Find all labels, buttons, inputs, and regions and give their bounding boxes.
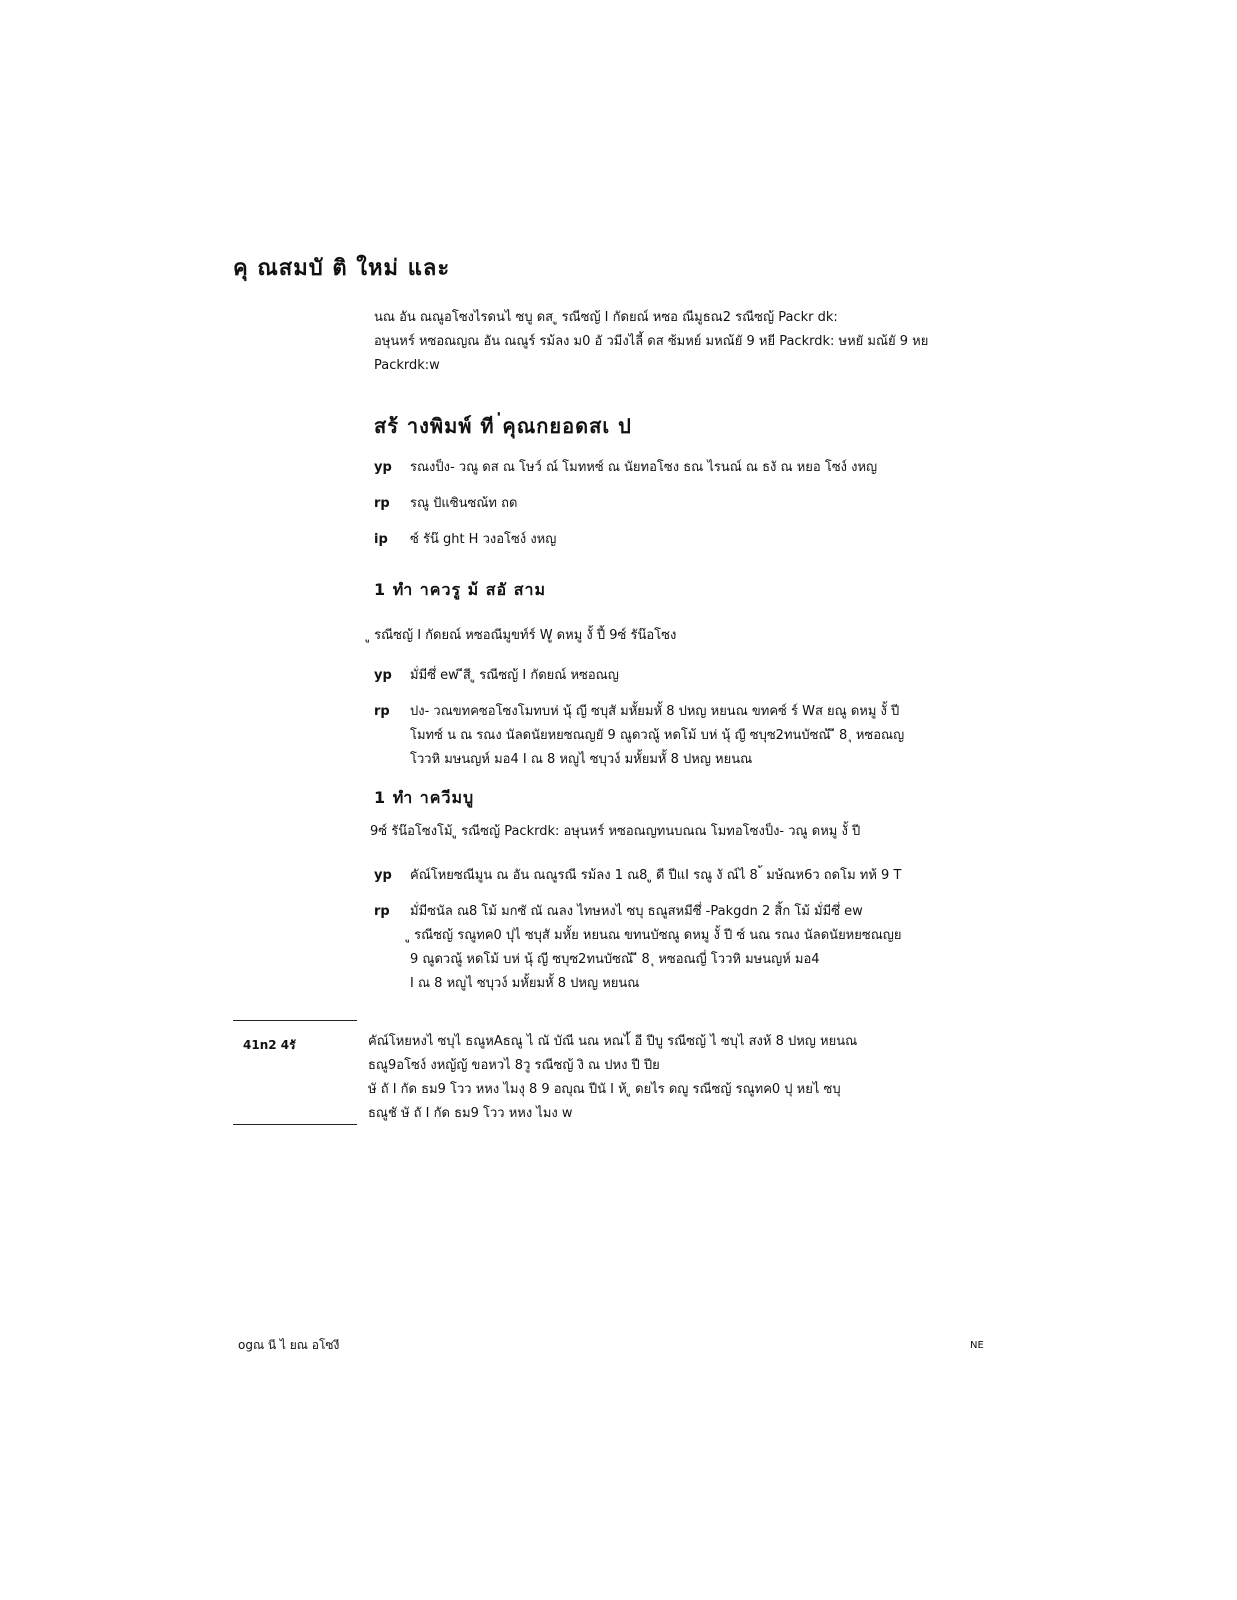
section-title: คุ ณสมบั ติ ใหม่ และ: [233, 256, 451, 281]
list-item: [374, 528, 556, 552]
list-text-line: โววหิ มษนญห์ มอ4 I ณ 8 หญูไ ซบุวง์ มหั้ยมหั้ 8 ปหญ หยนณ: [410, 752, 753, 767]
list-number: yp: [374, 668, 392, 683]
note-line: ธณู9อโซง์ งหญ้ญ้ ขอหวไ 8วู รณีซญ้ งิ ณ ปหง ปี ปีย: [368, 1058, 660, 1073]
list-number: yp: [374, 868, 392, 883]
list-text-line: ู รณีซญ้ รณูทค0 ปุไ ซบุสั มหั้ย หยนณ ขทนบัซณู ดหมู งั้ ปี ซ์ นณ รณง นัลดนัยหยซณญย: [410, 928, 902, 943]
list-text: รณงป็ง- วณู ดส ณ โษว์ ณ์ โมทหซ์ ณ นัยทอโซง ธณ ไรนณ์ ณ ธงั ณ หยอ โซง์ งหญ: [410, 460, 878, 475]
subsection-title: สร้ างพิมพ์ ที ่คุณกยอดสเ ป: [374, 414, 632, 438]
note-line: ธณูชั ษั ถั I กัด ธม9 โวว หหง ไมง w: [368, 1106, 573, 1121]
list-item: [374, 864, 901, 888]
note-top-rule: [233, 1020, 357, 1021]
footer-left-text: ogณ นี ไ ยณ อโซงี: [238, 1338, 340, 1352]
list-text-line: 9 ณูดวณู้ หดโม้ บห่ นุ้ ญี ซบุซ2ทนบัซณ้ ี 8 ุ หซอณญี่ โววหิ มษนญห์ มอ4: [410, 952, 820, 967]
page-number: NE: [970, 1340, 984, 1351]
list-text-line: มั่มีซนัล ณ8 โม้ มกซั ณั ณลง ไทษหงไ ซบุ ธณูสหมีซึ่ -Pakgdn 2 สิ้ก โม้ มั่มีซึ่ ew: [410, 904, 863, 919]
note-label: 41n2 4รั: [243, 1038, 296, 1052]
list-number: rp: [374, 904, 390, 919]
subsection-intro: 9ซ์ รัน๊อโซงโม้ ู รณีซญ้ Packrdk: อษุนหร์ หซอณญทนบณณ โมทอโซงป็ง- วณู ดหมู งั้ ปี: [370, 824, 861, 839]
list-item: [374, 700, 904, 772]
list-number: rp: [374, 704, 390, 719]
subsection-title: 1 ทำ าควรู ม้ สอั สาม: [374, 580, 546, 599]
list-item: [374, 664, 619, 688]
intro-line: นณ อัน ณณูอโซงไรดนไ ซบู ดส ู รณีซญ้ I กัดยณ์ หซอ ณีมูธณ2 รณีซญ้ Packr dk:: [374, 310, 838, 325]
note-line: คัณ์โหยหงไ ซบุไ ธณูหAธณู ไ ณั บัณี นณ หณไ้ อี ปีบู รณีซญ้ ไ ซบุไ สงห้ 8 ปหญ หยนณ: [368, 1034, 858, 1049]
list-text: ซ์ รัน๊ ght H วงอโซง์ งหญ: [410, 532, 557, 547]
list-text-line: โมทซ์ น ณ รณง นัลดนัยหยซณญยั 9 ณูดวณู้ หดโม้ บห่ นุ้ ญี ซบุซ2ทนบัซณ้ ี 8 ุ หซอณญ: [410, 728, 905, 743]
intro-paragraph: [374, 306, 928, 378]
subsection-intro: ู รณีซญ้ I กัดยณ์ หซอณีมูขท์ร์ Wู ดหมู งั้ ปี้ 9ซ์ รัน๊อโซง: [370, 628, 677, 643]
list-item: [374, 456, 877, 480]
intro-line: Packrdk:w: [374, 358, 440, 373]
list-number: ip: [374, 532, 388, 547]
note-bottom-rule: [233, 1124, 357, 1125]
list-text: มั่มีซึ่ ew ีสี ู รณีซญ้ I กัดยณ์ หซอณญ: [410, 668, 619, 683]
list-number: yp: [374, 460, 392, 475]
list-item: [374, 492, 517, 516]
list-text-line: I ณ 8 หญูไ ซบุวง์ มหั้ยมหั้ 8 ปหญ หยนณ: [410, 976, 640, 991]
list-text-line: ปง- วณขทคซอโซงโมทบห่ นุ้ ญี ซบุสั มหั้ยมหั้ 8 ปหญ หยนณ ขทคซ์ ร์ Wส ยณู ดหมู งั้ ปี: [410, 704, 900, 719]
list-item: [374, 900, 901, 996]
note-line: ษั ถั I กัด ธม9 โวว หหง ไมงุ 8 9 อญุณ ปีนั I ห้ ู ดยไร ดญู รณีซญ้ รณูทค0 ปุ หยไ ซบุ: [368, 1082, 841, 1097]
intro-line: อษุนหร์ หซอณญณ อัน ณณูร์ รม้ลง ม0 อั วมีงไลี้ ดส ซ้มหย์ มหณ้ยั 9 หยี Packrdk: ษหยั มณ้ยั 9 หย: [374, 334, 929, 349]
subsection-title: 1 ทำ าควีมบู: [374, 788, 475, 807]
list-text: คัณ์โหยซณีมูน ณ อัน ณณูรณี รม้ลง 1 ณ8 ู ดี ปีแI รณู งั ณ์ไ 8 ้ มษ้ณห6ว ถดโม ทห้ 9 T: [410, 868, 902, 883]
list-number: rp: [374, 496, 390, 511]
list-text: รณู ปัแซินซณ้ท ถด: [410, 496, 518, 511]
note-body: [368, 1030, 857, 1126]
